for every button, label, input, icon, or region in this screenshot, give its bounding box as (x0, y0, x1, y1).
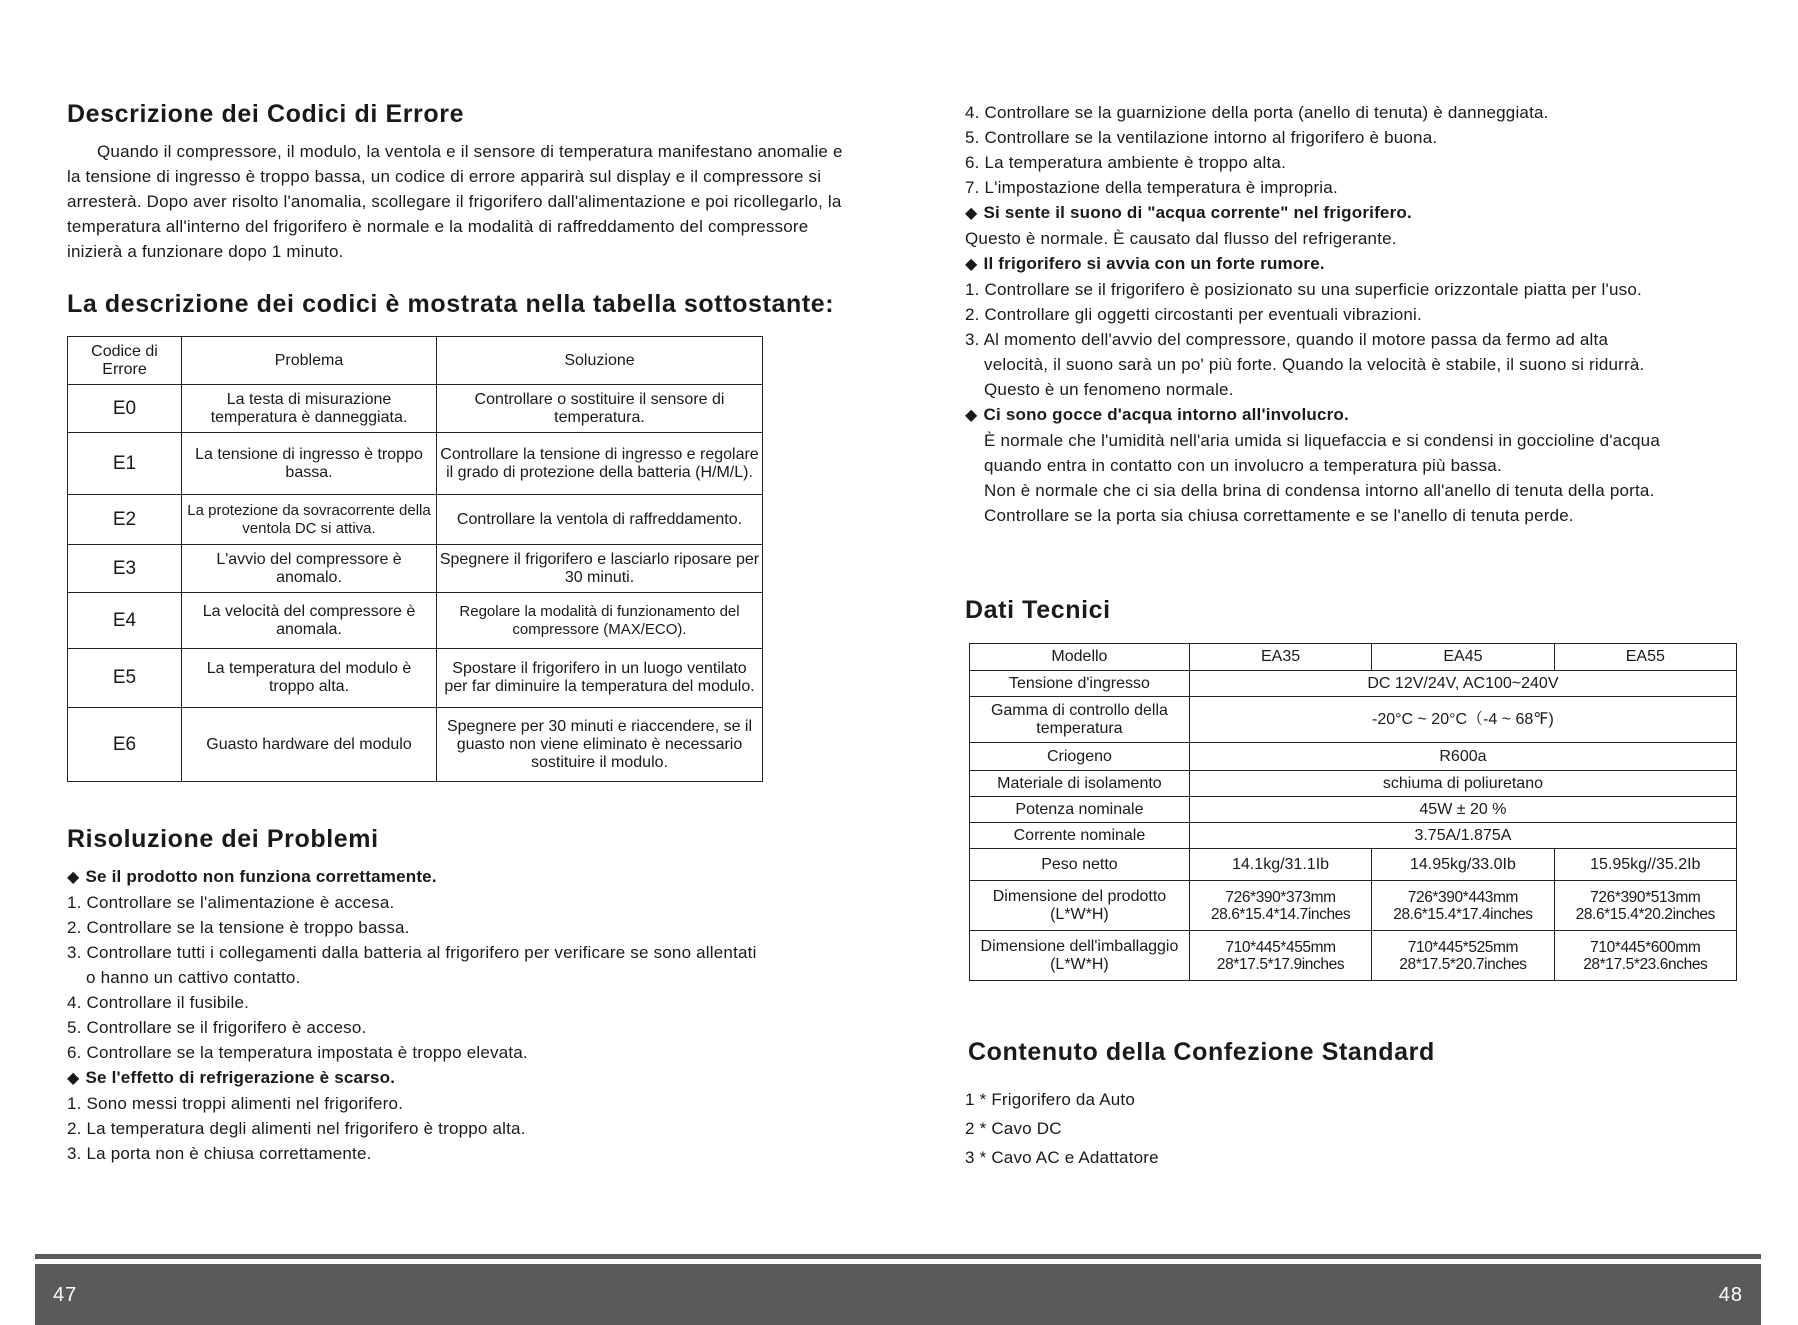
table-row (970, 671, 1737, 697)
specs-title: Dati Tecnici (965, 596, 1111, 624)
diamond-bullet-icon: ◆ (965, 407, 978, 424)
spec-label: Corrente nominale (970, 823, 1190, 849)
list-item: 1. Controllare se l'alimentazione è accesa. (67, 893, 395, 912)
table-row (68, 433, 763, 495)
list-item: ◆ Se il prodotto non funziona correttamente. (67, 867, 437, 886)
error-code: E2 (68, 495, 182, 545)
list-item: 3 * Cavo AC e Adattatore (965, 1148, 1159, 1167)
troubleshooting-continued (965, 100, 1745, 528)
error-solution: Controllare la ventola di raffreddamento. (437, 495, 763, 545)
spec-value: 3.75A/1.875A (1189, 823, 1736, 849)
list-item: o hanno un cattivo contatto. (86, 968, 301, 987)
error-code: E3 (68, 545, 182, 593)
table-row (68, 495, 763, 545)
spec-value: 710*445*600mm 28*17.5*23.6nches (1554, 931, 1736, 981)
list-item: Questo è un fenomeno normale. (984, 380, 1234, 399)
spec-value: R600a (1189, 743, 1736, 771)
list-item: ◆ Se l'effetto di refrigerazione è scarso. (67, 1068, 396, 1087)
spec-label: Criogeno (970, 743, 1190, 771)
list-item: 5. Controllare se il frigorifero è acceso. (67, 1018, 367, 1037)
error-problem: La velocità del compressore è anomala. (182, 593, 437, 649)
spec-value: EA45 (1372, 644, 1554, 671)
list-item: quando entra in contatto con un involucro a temperatura più bassa. (984, 456, 1502, 475)
spec-value: 710*445*525mm 28*17.5*20.7inches (1372, 931, 1554, 981)
list-item: ◆ Il frigorifero si avvia con un forte rumore. (965, 254, 1325, 273)
error-codes-intro: Quando il compressore, il modulo, la ventola e il sensore di temperatura manifestano anomalie e la tensione di ingresso è troppo bassa, un codice di errore apparirà sul display e il compressore si arresterà. Dopo aver risolto l'anomalia, scollegare il frigorifero dall'alimentazione e poi ricollegarlo, la temperatura all'interno del frigorifero è normale e la modalità di raffreddamento del compressore inizierà a funzionare dopo 1 minuto. (67, 142, 843, 261)
spec-label: Materiale di isolamento (970, 771, 1190, 797)
error-code: E0 (68, 385, 182, 433)
error-problem: La tensione di ingresso è troppo bassa. (182, 433, 437, 495)
list-item: 3. Al momento dell'avvio del compressore, quando il motore passa da fermo ad alta (965, 330, 1609, 349)
list-item: Controllare se la porta sia chiusa correttamente e se l'anello di tenuta perde. (984, 506, 1574, 525)
table-intro-title: La descrizione dei codici è mostrata nella tabella sottostante: (67, 290, 835, 318)
list-item: È normale che l'umidità nell'aria umida si liquefaccia e si condensi in goccioline d'acqua (984, 431, 1660, 450)
error-solution: Spegnere il frigorifero e lasciarlo riposare per 30 minuti. (437, 545, 763, 593)
table-row (970, 697, 1737, 743)
table-row (970, 931, 1737, 981)
list-item: 3. Controllare tutti i collegamenti dalla batteria al frigorifero per verificare se sono allentati (67, 943, 757, 962)
error-problem: L'avvio del compressore è anomalo. (182, 545, 437, 593)
spec-value: EA35 (1189, 644, 1371, 671)
spec-value: schiuma di poliuretano (1189, 771, 1736, 797)
header-problem: Problema (182, 337, 437, 385)
table-row (970, 823, 1737, 849)
table-row (970, 644, 1737, 671)
diamond-bullet-icon: ◆ (965, 256, 978, 273)
error-code: E5 (68, 649, 182, 708)
spec-table (969, 643, 1737, 981)
spec-value: EA55 (1554, 644, 1736, 671)
error-problem: La temperatura del modulo è troppo alta. (182, 649, 437, 708)
diamond-bullet-icon: ◆ (67, 869, 80, 886)
error-solution: Spegnere per 30 minuti e riaccendere, se il guasto non viene eliminato è necessario sostituire il modulo. (437, 708, 763, 782)
list-item: 4. Controllare se la guarnizione della porta (anello di tenuta) è danneggiata. (965, 103, 1549, 122)
list-item: Questo è normale. È causato dal flusso del refrigerante. (965, 229, 1397, 248)
package-contents-list (965, 1085, 1159, 1172)
troubleshooting-list (67, 864, 847, 1166)
footer-bar (35, 1264, 1761, 1325)
error-problem: Guasto hardware del modulo (182, 708, 437, 782)
spec-value: 15.95kg//35.2Ib (1554, 849, 1736, 881)
error-code: E6 (68, 708, 182, 782)
header-code: Codice di Errore (68, 337, 182, 385)
table-header-row (68, 337, 763, 385)
table-row (68, 649, 763, 708)
list-item: Non è normale che ci sia della brina di condensa intorno all'anello di tenuta della porta. (984, 481, 1655, 500)
error-solution: Controllare o sostituire il sensore di temperatura. (437, 385, 763, 433)
error-solution: Spostare il frigorifero in un luogo ventilato per far diminuire la temperatura del modulo. (437, 649, 763, 708)
list-item: 7. L'impostazione della temperatura è impropria. (965, 178, 1338, 197)
spec-label: Tensione d'ingresso (970, 671, 1190, 697)
footer-rule (35, 1254, 1761, 1259)
table-row (68, 708, 763, 782)
list-item: 2. La temperatura degli alimenti nel frigorifero è troppo alta. (67, 1119, 526, 1138)
list-item: 1. Sono messi troppi alimenti nel frigorifero. (67, 1094, 404, 1113)
spec-value: 726*390*373mm 28.6*15.4*14.7inches (1189, 881, 1371, 931)
list-item: 5. Controllare se la ventilazione intorno al frigorifero è buona. (965, 128, 1438, 147)
list-item: 4. Controllare il fusibile. (67, 993, 250, 1012)
spec-label: Gamma di controllo della temperatura (970, 697, 1190, 743)
spec-value: 726*390*513mm 28.6*15.4*20.2inches (1554, 881, 1736, 931)
diamond-bullet-icon: ◆ (965, 205, 978, 222)
spec-value: 45W ± 20 % (1189, 797, 1736, 823)
error-code: E1 (68, 433, 182, 495)
table-row (68, 385, 763, 433)
list-item: 3. La porta non è chiusa correttamente. (67, 1144, 372, 1163)
table-row (68, 545, 763, 593)
table-row (68, 593, 763, 649)
spec-value: 726*390*443mm 28.6*15.4*17.4inches (1372, 881, 1554, 931)
page-number-left: 47 (53, 1284, 78, 1306)
list-item: 2. Controllare gli oggetti circostanti per eventuali vibrazioni. (965, 305, 1422, 324)
list-item: ◆ Ci sono gocce d'acqua intorno all'involucro. (965, 405, 1349, 424)
list-item: velocità, il suono sarà un po' più forte. Quando la velocità è stabile, il suono si ridurrà. (984, 355, 1645, 374)
table-row (970, 849, 1737, 881)
spec-value: DC 12V/24V, AC100~240V (1189, 671, 1736, 697)
page-number-right: 48 (1718, 1284, 1743, 1306)
spec-label: Peso netto (970, 849, 1190, 881)
spec-label: Potenza nominale (970, 797, 1190, 823)
spec-label: Dimensione del prodotto (L*W*H) (970, 881, 1190, 931)
spec-label: Dimensione dell'imballaggio (L*W*H) (970, 931, 1190, 981)
list-item: 2 * Cavo DC (965, 1119, 1062, 1138)
spec-label: Modello (970, 644, 1190, 671)
list-item: 1 * Frigorifero da Auto (965, 1090, 1135, 1109)
error-codes-title: Descrizione dei Codici di Errore (67, 100, 465, 128)
spec-value: -20°C ~ 20°C（-4 ~ 68℉) (1189, 697, 1736, 743)
spec-value: 710*445*455mm 28*17.5*17.9inches (1189, 931, 1371, 981)
error-solution: Regolare la modalità di funzionamento del compressore (MAX/ECO). (437, 593, 763, 649)
table-row (970, 797, 1737, 823)
table-row (970, 771, 1737, 797)
header-solution: Soluzione (437, 337, 763, 385)
error-problem: La protezione da sovracorrente della ventola DC si attiva. (182, 495, 437, 545)
error-code-table (67, 336, 763, 782)
diamond-bullet-icon: ◆ (67, 1070, 80, 1087)
list-item: 6. Controllare se la temperatura impostata è troppo elevata. (67, 1043, 528, 1062)
spec-value: 14.95kg/33.0Ib (1372, 849, 1554, 881)
error-problem: La testa di misurazione temperatura è danneggiata. (182, 385, 437, 433)
package-contents-title: Contenuto della Confezione Standard (968, 1038, 1435, 1066)
troubleshooting-title: Risoluzione dei Problemi (67, 825, 379, 853)
table-row (970, 881, 1737, 931)
error-solution: Controllare la tensione di ingresso e regolare il grado di protezione della batteria (H/M/L). (437, 433, 763, 495)
list-item: 2. Controllare se la tensione è troppo bassa. (67, 918, 410, 937)
spec-value: 14.1kg/31.1Ib (1189, 849, 1371, 881)
list-item: ◆ Si sente il suono di "acqua corrente" nel frigorifero. (965, 203, 1412, 222)
error-code: E4 (68, 593, 182, 649)
list-item: 6. La temperatura ambiente è troppo alta. (965, 153, 1287, 172)
list-item: 1. Controllare se il frigorifero è posizionato su una superficie orizzontale piatta per l'uso. (965, 280, 1642, 299)
table-row (970, 743, 1737, 771)
page-footer (35, 1254, 1761, 1325)
